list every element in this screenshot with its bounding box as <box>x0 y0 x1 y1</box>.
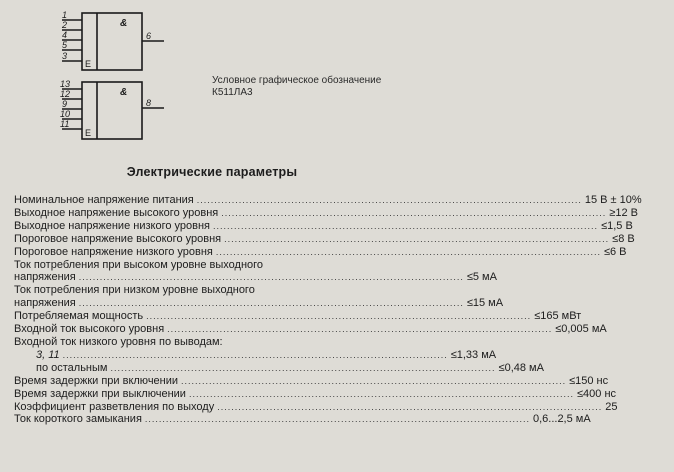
caption-part-number: К511ЛА3 <box>212 87 253 98</box>
param-row: напряжения .............................................................................................................. ≤5 мА <box>14 271 497 284</box>
param-label-line: Ток потребления при высоком уровне выходного <box>14 258 264 271</box>
gate2-output-pin: 8 <box>146 98 152 108</box>
gate2-pin-12: 12 <box>60 89 71 99</box>
param-row: Время задержки при включении .............................................................................................................. ≤150 нс <box>14 374 609 387</box>
param-row: Выходное напряжение низкого уровня .............................................................................................................. ≤1,5 В <box>14 219 633 232</box>
param-row: по остальным .............................................................................................................. ≤0,48 мА <box>36 361 544 374</box>
param-row: Пороговое напряжение низкого уровня .............................................................................................................. ≤6 В <box>14 245 627 258</box>
param-row: Входной ток высокого уровня .............................................................................................................. ≤0,005 мА <box>14 323 607 336</box>
gate2-enable-label: E <box>85 128 92 138</box>
param-row: Номинальное напряжение питания .............................................................................................................. 15 В ± 10% <box>14 194 642 206</box>
gate2-pin-13: 13 <box>60 79 71 89</box>
param-row: Потребляемая мощность .............................................................................................................. ≤165 мВт <box>14 310 582 323</box>
gate1-output-pin: 6 <box>146 31 152 41</box>
parameters-list <box>14 194 642 426</box>
param-row: 3, 11 .............................................................................................................. ≤1,33 мА <box>36 348 497 361</box>
param-row: Ток короткого замыкания .............................................................................................................. 0,6...2,5 мА <box>14 413 591 426</box>
param-row: Время задержки при выключении .............................................................................................................. ≤400 нс <box>14 387 617 400</box>
param-row: Пороговое напряжение высокого уровня .............................................................................................................. ≤8 В <box>14 232 635 245</box>
gate1-pin-5: 5 <box>62 40 68 50</box>
param-row: Выходное напряжение высокого уровня .............................................................................................................. ≥12 В <box>14 206 638 219</box>
gate2-pin-10: 10 <box>60 109 71 119</box>
param-row: Коэффициент разветвления по выходу .............................................................................................................. 25 <box>14 400 618 413</box>
gate2-pin-11: 11 <box>60 119 70 129</box>
param-label-line: Ток потребления при низком уровне выходного <box>14 284 255 297</box>
diagram-caption <box>212 75 412 99</box>
param-row: напряжения .............................................................................................................. ≤15 мА <box>14 297 504 310</box>
gate1-and-symbol: & <box>120 18 128 29</box>
gate1-pin-3: 3 <box>62 51 68 61</box>
gate1-enable-label: E <box>85 59 92 69</box>
caption-line-1: Условное графическое обозначение <box>212 75 382 86</box>
gate1-pin-2: 2 <box>62 20 68 30</box>
gate1-pin-1: 1 <box>62 10 68 20</box>
gate2-and-symbol: & <box>120 87 128 98</box>
section-heading: Электрические параметры <box>126 165 298 179</box>
gate1-pin-4: 4 <box>62 30 68 40</box>
param-label-line: Входной ток низкого уровня по выводам: <box>14 335 223 348</box>
gate2-pin-9: 9 <box>62 99 68 109</box>
